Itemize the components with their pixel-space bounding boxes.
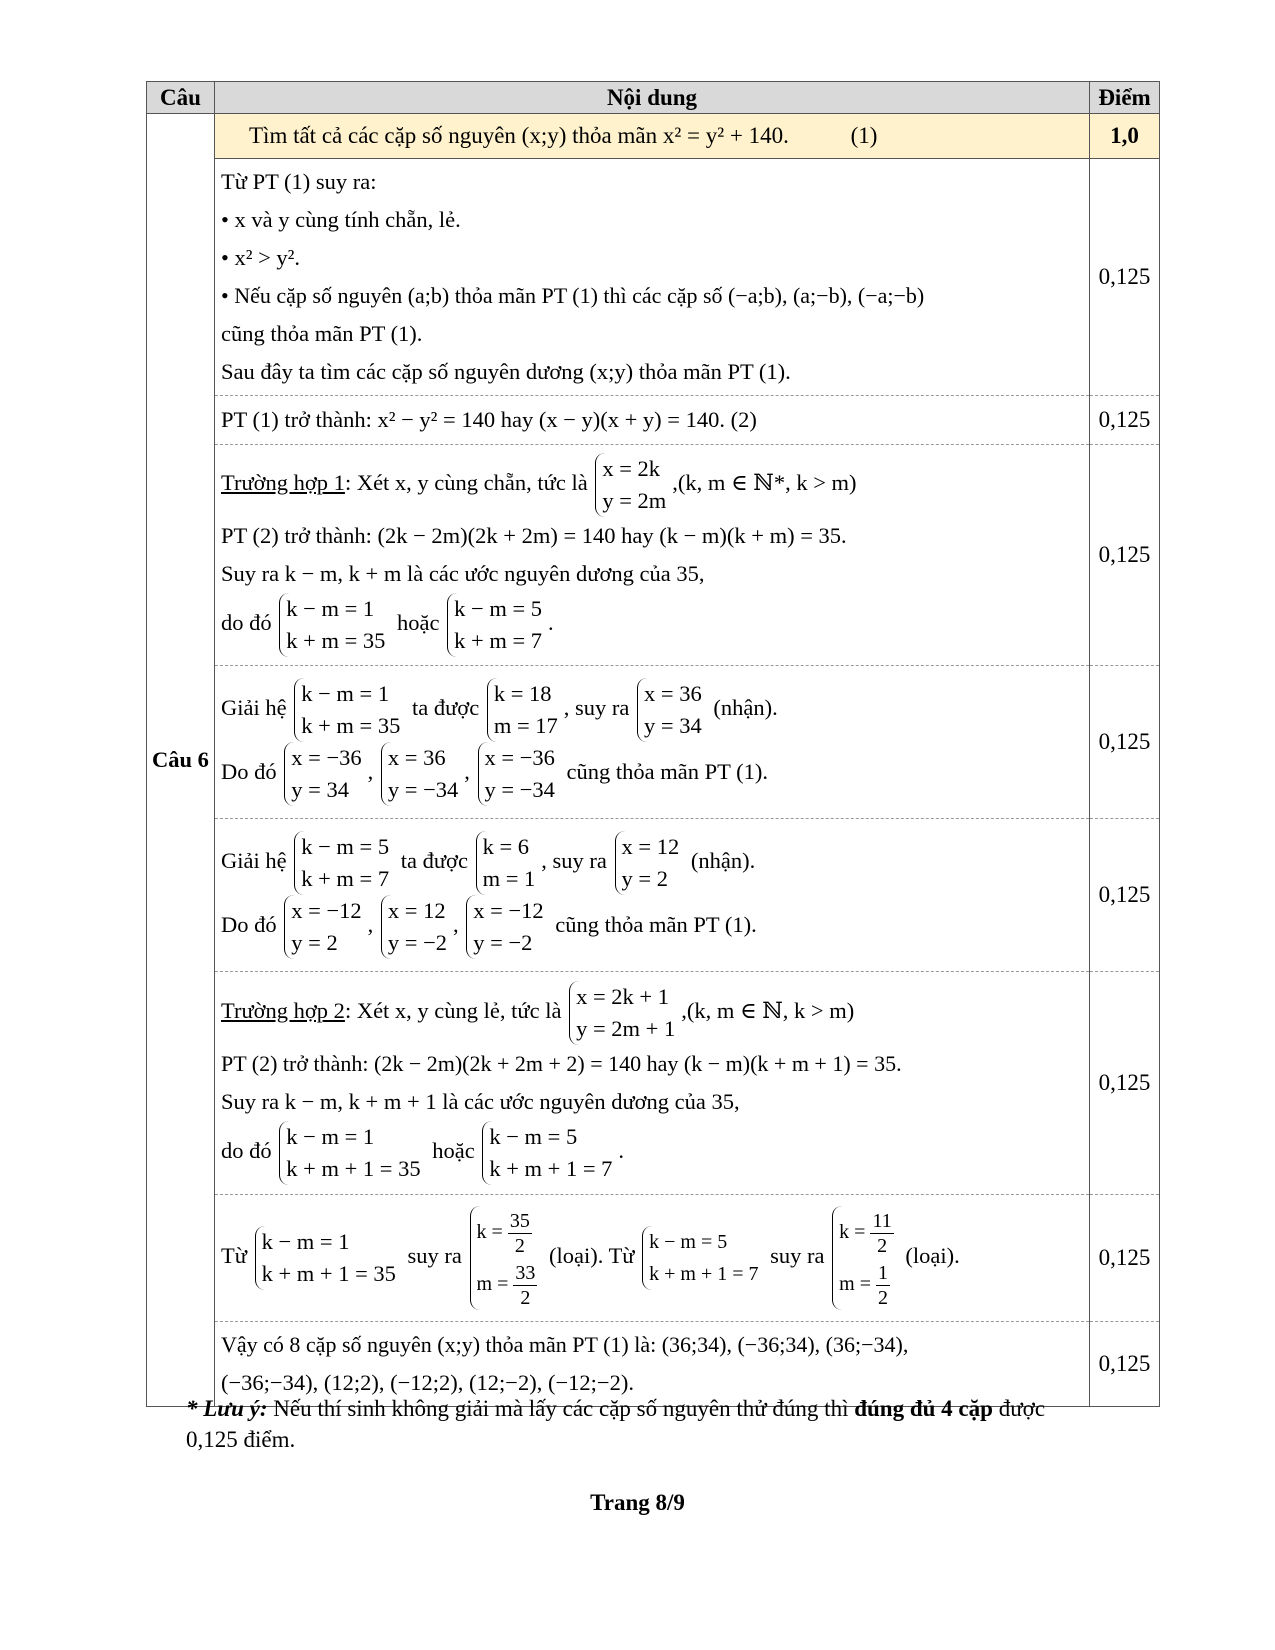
system-brace [615, 831, 684, 895]
system-line: y = −34 [387, 777, 459, 802]
page-number: Trang 8/9 [590, 1490, 685, 1515]
system-line: y = 2 [291, 930, 338, 955]
system-line: k − m = 5 [454, 596, 543, 621]
text-nhan: (nhận). [713, 695, 778, 721]
fraction [876, 1261, 890, 1310]
system-brace [284, 742, 365, 806]
note-bold: đúng đủ 4 cặp [854, 1396, 993, 1421]
text-loai-tu: (loại). Từ [549, 1243, 635, 1269]
system-brace [381, 742, 462, 806]
step-7-content [215, 1195, 1090, 1322]
system-line: k − m = 1 [261, 1229, 350, 1254]
answer-table-container [146, 81, 1160, 1407]
step-7-points: 0,125 [1090, 1195, 1160, 1322]
system-brace [294, 831, 393, 895]
question-points: 1,0 [1090, 114, 1160, 159]
fraction-system [832, 1206, 898, 1310]
fraction-row [839, 1258, 894, 1310]
step-line: Từ PT (1) suy ra: [221, 169, 377, 194]
system-line: k + m + 1 = 7 [649, 1263, 759, 1285]
fraction-lhs: m = [476, 1273, 509, 1295]
text-hoac: hoặc [432, 1138, 475, 1164]
system-brace [487, 678, 562, 742]
system-line: x = −36 [291, 745, 362, 770]
text-do-do: Do đó [221, 912, 277, 938]
fraction-system [470, 1206, 542, 1310]
step-row-1 [147, 159, 1160, 396]
step-line: Suy ra k − m, k + m + 1 là các ước nguyên dương của 35, [221, 1089, 740, 1114]
fraction [513, 1261, 537, 1310]
system-line: k + m + 1 = 35 [261, 1261, 396, 1286]
step-line: cũng thỏa mãn PT (1). [221, 321, 423, 346]
system-line: y = −34 [484, 777, 555, 802]
system-line: x = 12 [387, 898, 446, 923]
step-line: • x² > y². [221, 245, 301, 270]
system-brace [294, 678, 404, 742]
grading-note [186, 1393, 1086, 1455]
system-line: k − m = 5 [301, 834, 390, 859]
step-line: PT (1) trở thành: x² − y² = 140 hay (x − y)(x + y) = 140. (2) [221, 407, 757, 432]
fraction-denominator: 2 [878, 1286, 889, 1309]
system-line: k − m = 5 [649, 1231, 728, 1253]
system-brace [595, 453, 670, 517]
text-do-do: do đó [221, 1138, 272, 1164]
step-4-content [215, 666, 1090, 819]
table-header-row [147, 82, 1160, 114]
case-label: Trường hợp 2 [221, 998, 345, 1024]
step-5-points: 0,125 [1090, 819, 1160, 972]
text-cung-thoa-man: cũng thỏa mãn PT (1). [566, 759, 768, 785]
text-tu: Từ [221, 1243, 247, 1269]
fraction-row [839, 1206, 894, 1258]
system-line: y = 34 [644, 713, 702, 738]
step-row-5 [147, 819, 1160, 972]
fraction-row [477, 1206, 538, 1258]
fraction-denominator: 2 [520, 1286, 531, 1309]
system-line: k = 6 [482, 834, 530, 859]
question-label: Câu 6 [147, 114, 215, 1407]
step-line: Suy ra k − m, k + m là các ước nguyên dương của 35, [221, 561, 705, 586]
fraction-denominator: 2 [514, 1234, 525, 1257]
header-points: Điểm [1090, 82, 1160, 114]
system-line: k − m = 1 [286, 1124, 375, 1149]
step-6-content [215, 972, 1090, 1195]
system-line: k + m + 1 = 35 [286, 1156, 421, 1181]
system-line: x = 12 [621, 834, 680, 859]
text-ta-duoc: ta được [400, 848, 468, 874]
step-line: PT (2) trở thành: (2k − 2m)(2k + 2m + 2) = 140 hay (k − m)(k + m + 1) = 35. [221, 1051, 902, 1076]
system-line: y = −2 [387, 930, 448, 955]
fraction-lhs: k = [476, 1221, 503, 1243]
system-brace [637, 678, 706, 742]
system-line: y = 2m + 1 [576, 1016, 676, 1041]
system-line: x = 36 [644, 681, 702, 706]
step-line: Vậy có 8 cặp số nguyên (x;y) thỏa mãn PT (1) là: (36;34), (−36;34), (36;−34), [221, 1332, 909, 1357]
fraction-lhs: m = [839, 1273, 872, 1295]
step-5-content [215, 819, 1090, 972]
step-line: Sau đây ta tìm các cặp số nguyên dương (x;y) thỏa mãn PT (1). [221, 359, 791, 384]
fraction-numerator: 1 [878, 1261, 889, 1284]
system-brace [478, 742, 559, 806]
system-line: x = −12 [291, 898, 362, 923]
system-brace [447, 593, 546, 657]
fraction-row [477, 1258, 538, 1310]
text-suy-ra: suy ra [770, 1243, 825, 1269]
prompt-text: Tìm tất cả các cặp số nguyên (x;y) thỏa mãn x² = y² + 140. [249, 123, 789, 148]
system-brace [255, 1226, 400, 1290]
fraction-lhs: k = [839, 1221, 866, 1243]
step-row-3 [147, 445, 1160, 666]
system-line: x = 2k + 1 [576, 984, 669, 1009]
case-condition: ,(k, m ∈ ℕ, k > m) [681, 998, 855, 1024]
system-line: y = 2m [602, 488, 667, 513]
step-3-points: 0,125 [1090, 445, 1160, 666]
system-brace [642, 1226, 762, 1290]
fraction-numerator: 11 [872, 1209, 892, 1232]
systems-line: do đó k − m = 1 k + m + 1 = 35 hoặc k − m = 5 k + m + 1 = 7 . [221, 1121, 1083, 1185]
system-line: y = 2 [621, 866, 668, 891]
text-do-do: do đó [221, 610, 272, 636]
system-line: y = 34 [291, 777, 349, 802]
fraction-numerator: 35 [509, 1209, 530, 1232]
step-3-content [215, 445, 1090, 666]
note-suffix: được 0,125 điểm. [186, 1396, 1046, 1452]
note-prefix: * Lưu ý: [186, 1396, 268, 1421]
system-line: k + m = 35 [286, 628, 386, 653]
step-line: PT (2) trở thành: (2k − 2m)(2k + 2m) = 140 hay (k − m)(k + m) = 35. [221, 523, 847, 548]
step-4-points: 0,125 [1090, 666, 1160, 819]
system-brace [476, 831, 540, 895]
system-brace [482, 1121, 616, 1185]
reject-line [221, 1206, 1083, 1310]
system-brace [279, 593, 389, 657]
step-line: • Nếu cặp số nguyên (a;b) thỏa mãn PT (1) thì các cặp số (−a;b), (a;−b), (−a;−b) [221, 283, 925, 308]
text-do-do: Do đó [221, 759, 277, 785]
system-brace [279, 1121, 424, 1185]
prompt-tag: (1) [850, 123, 878, 148]
answer-table [146, 81, 1160, 1407]
header-content: Nội dung [215, 82, 1090, 114]
fraction [870, 1209, 893, 1258]
step-row-6 [147, 972, 1160, 1195]
system-line: k − m = 5 [489, 1124, 578, 1149]
system-line: k + m = 7 [301, 866, 390, 891]
fraction-denominator: 2 [877, 1234, 888, 1257]
header-cau: Câu [147, 82, 215, 114]
system-line: m = 17 [493, 713, 558, 738]
system-brace [569, 981, 679, 1045]
text-giai-he: Giải hệ [221, 848, 287, 874]
step-row-2 [147, 396, 1160, 445]
question-prompt [215, 114, 1090, 159]
text-loai: (loại). [905, 1243, 960, 1269]
text-suy-ra: suy ra [407, 1243, 462, 1269]
system-line: k + m = 35 [301, 713, 401, 738]
step-8-points: 0,125 [1090, 1322, 1160, 1407]
systems-line: do đó k − m = 1 k + m = 35 hoặc k − m = 5 k + m = 7 . [221, 593, 1083, 657]
system-line: m = 1 [482, 866, 536, 891]
system-line: k = 18 [493, 681, 552, 706]
case-1-line [221, 453, 1083, 517]
system-line: k − m = 1 [286, 596, 375, 621]
fraction-numerator: 33 [515, 1261, 536, 1284]
text-suy-ra: , suy ra [563, 695, 630, 721]
step-line: (−36;−34), (12;2), (−12;2), (12;−2), (−12;−2). [221, 1370, 634, 1395]
system-line: k + m + 1 = 7 [489, 1156, 613, 1181]
system-line: x = −36 [484, 745, 555, 770]
system-line: k − m = 1 [301, 681, 390, 706]
case-text: : Xét x, y cùng chẵn, tức là [344, 470, 588, 496]
system-brace [466, 895, 547, 959]
step-row-7 [147, 1195, 1160, 1322]
case-2-line [221, 981, 1083, 1045]
system-line: k + m = 7 [454, 628, 543, 653]
solve-line [221, 678, 1083, 742]
system-brace [284, 895, 365, 959]
system-line: x = 36 [387, 745, 446, 770]
fraction [508, 1209, 532, 1258]
text-cung-thoa-man: cũng thỏa mãn PT (1). [555, 912, 757, 938]
step-1-points: 0,125 [1090, 159, 1160, 396]
case-label: Trường hợp 1 [221, 470, 345, 496]
case-condition: ,(k, m ∈ ℕ*, k > m) [672, 470, 857, 496]
text-nhan: (nhận). [690, 848, 756, 874]
step-2-content [215, 396, 1090, 445]
system-line: y = −2 [473, 930, 533, 955]
step-row-4 [147, 666, 1160, 819]
step-1-content [215, 159, 1090, 396]
text-suy-ra: , suy ra [541, 848, 607, 874]
system-brace [381, 895, 451, 959]
step-line: • x và y cùng tính chẵn, lẻ. [221, 207, 461, 232]
symmetric-line: Do đó x = −12 y = 2 , x = 12 y = −2 , x = −12 y = −2 cũng thỏa mãn PT (1). [221, 895, 1083, 959]
text-hoac: hoặc [397, 610, 440, 636]
system-line: x = 2k [602, 456, 661, 481]
step-2-points: 0,125 [1090, 396, 1160, 445]
symmetric-line: Do đó x = −36 y = 34 , x = 36 y = −34 , x = −36 y = −34 cũng thỏa mãn PT (1). [221, 742, 1083, 806]
text-ta-duoc: ta được [412, 695, 480, 721]
note-text: Nếu thí sinh không giải mà lấy các cặp số nguyên thử đúng thì [267, 1396, 855, 1421]
step-6-points: 0,125 [1090, 972, 1160, 1195]
text-giai-he: Giải hệ [221, 695, 287, 721]
question-stem-row [147, 114, 1160, 159]
solve-line [221, 831, 1083, 895]
case-text: : Xét x, y cùng lẻ, tức là [344, 998, 562, 1024]
system-line: x = −12 [473, 898, 544, 923]
